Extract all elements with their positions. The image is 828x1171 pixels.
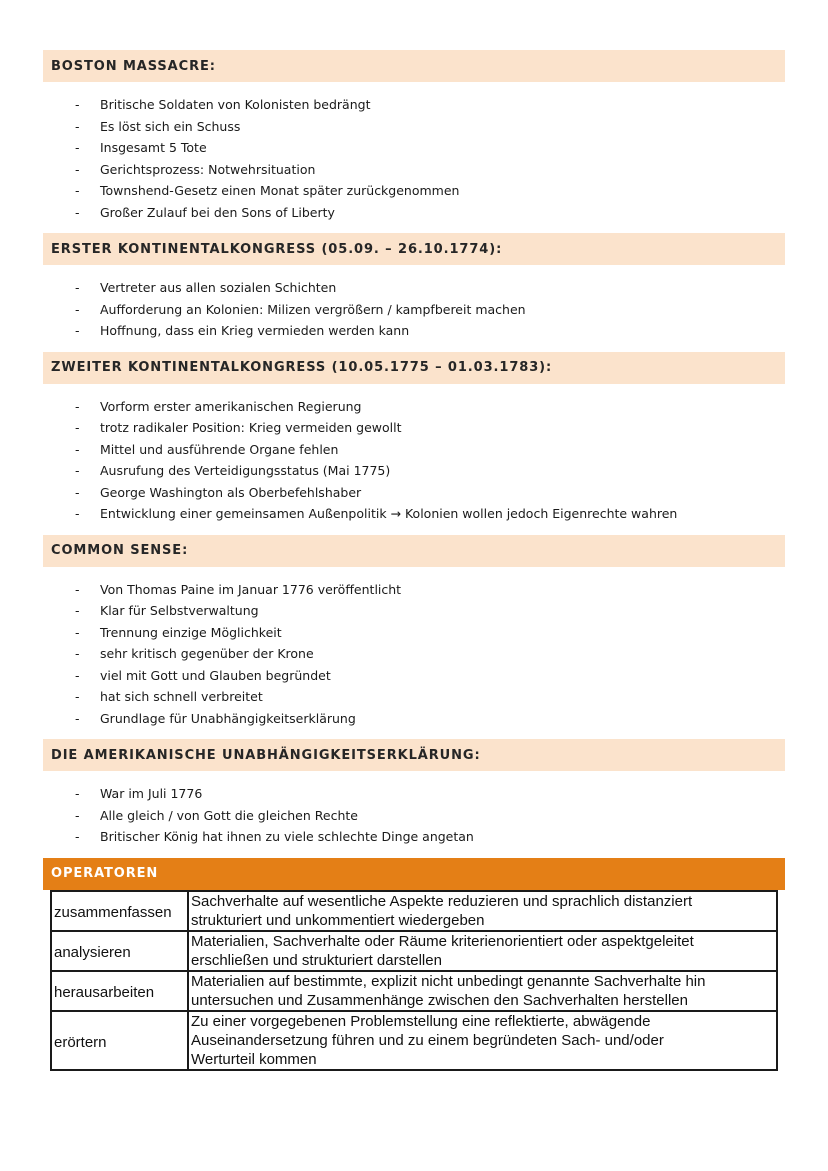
bullet-list [43, 771, 785, 858]
list-item-text: George Washington als Oberbefehlshaber [100, 484, 362, 500]
dash-bullet-icon: - [75, 280, 80, 295]
dash-bullet-icon: - [75, 463, 80, 478]
dash-bullet-icon: - [75, 710, 80, 726]
operator-description [188, 971, 777, 1011]
list-item-text: Es löst sich ein Schuss [100, 118, 241, 134]
list-item-text: Britischer König hat ihnen zu viele schlechte Dinge angetan [100, 829, 474, 844]
operator-description [188, 891, 777, 931]
list-item [43, 396, 785, 418]
section [43, 535, 785, 740]
section-heading: DIE AMERIKANISCHE UNABHÄNGIGKEITSERKLÄRUNG: [43, 739, 785, 771]
list-item [43, 686, 785, 708]
section [43, 739, 785, 858]
dash-bullet-icon: - [75, 441, 80, 457]
dash-bullet-icon: - [75, 624, 80, 640]
bullet-list [43, 567, 785, 740]
list-item-text: War im Juli 1776 [100, 786, 203, 801]
list-item-text: viel mit Gott und Glauben begründet [100, 667, 331, 683]
section [43, 50, 785, 233]
list-item-text: Insgesamt 5 Tote [100, 140, 207, 155]
dash-bullet-icon: - [75, 807, 80, 823]
section-heading: ERSTER KONTINENTALKONGRESS (05.09. – 26.10.1774): [43, 233, 785, 265]
sections-container [43, 50, 785, 858]
list-item [43, 600, 785, 622]
list-item [43, 417, 785, 439]
description-line: Materialien, Sachverhalte oder Räume kriterienorientiert oder aspektgeleitet [191, 932, 694, 950]
list-item-text: Vertreter aus allen sozialen Schichten [100, 280, 337, 295]
section [43, 233, 785, 352]
list-item-text: Grundlage für Unabhängigkeitserklärung [100, 710, 356, 726]
list-item [43, 783, 785, 805]
list-item [43, 116, 785, 138]
list-item [43, 137, 785, 159]
list-item-text: Aufforderung an Kolonien: Milizen vergrößern / kampfbereit machen [100, 301, 526, 317]
list-item [43, 94, 785, 116]
operator-description [188, 931, 777, 971]
list-item-text: Ausrufung des Verteidigungsstatus (Mai 1775) [100, 463, 391, 478]
list-item-text: Klar für Selbstverwaltung [100, 603, 259, 618]
list-item [43, 159, 785, 181]
list-item [43, 277, 785, 299]
table-row [51, 1011, 777, 1070]
list-item [43, 299, 785, 321]
dash-bullet-icon: - [75, 667, 80, 683]
bullet-list [43, 265, 785, 352]
description-line: Materialien auf bestimmte, explizit nicht unbedingt genannte Sachverhalte hin [191, 972, 706, 990]
dash-bullet-icon: - [75, 603, 80, 618]
description-line: Auseinandersetzung führen und zu einem begründeten Sach- und/oder [191, 1031, 664, 1049]
dash-bullet-icon: - [75, 646, 80, 661]
description-line: Werturteil kommen [191, 1050, 317, 1068]
list-item-text: Von Thomas Paine im Januar 1776 veröffentlicht [100, 581, 402, 597]
operator-term: zusammenfassen [51, 891, 188, 931]
dash-bullet-icon: - [75, 140, 80, 155]
section-heading: COMMON SENSE: [43, 535, 785, 567]
description-line: Zu einer vorgegebenen Problemstellung eine reflektierte, abwägende [191, 1012, 651, 1030]
list-item [43, 460, 785, 482]
section [43, 352, 785, 535]
operators-section [43, 858, 785, 1071]
dash-bullet-icon: - [75, 829, 80, 844]
list-item [43, 708, 785, 730]
bullet-list [43, 384, 785, 535]
list-item-text: Gerichtsprozess: Notwehrsituation [100, 161, 316, 177]
list-item-text: hat sich schnell verbreitet [100, 689, 263, 704]
list-item [43, 439, 785, 461]
dash-bullet-icon: - [75, 420, 80, 435]
operator-term: analysieren [51, 931, 188, 971]
description-line: strukturiert und unkommentiert wiedergeben [191, 911, 485, 929]
list-item [43, 202, 785, 224]
list-item [43, 503, 785, 525]
list-item [43, 643, 785, 665]
table-row [51, 891, 777, 931]
dash-bullet-icon: - [75, 118, 80, 134]
list-item-text: Vorform erster amerikanischen Regierung [100, 398, 362, 414]
operator-term: herausarbeiten [51, 971, 188, 1011]
section-heading: ZWEITER KONTINENTALKONGRESS (10.05.1775 – 01.03.1783): [43, 352, 785, 384]
dash-bullet-icon: - [75, 506, 80, 521]
list-item [43, 622, 785, 644]
operator-term: erörtern [51, 1011, 188, 1070]
dash-bullet-icon: - [75, 689, 80, 704]
list-item-text: Townshend-Gesetz einen Monat später zurückgenommen [100, 183, 460, 198]
list-item [43, 805, 785, 827]
dash-bullet-icon: - [75, 183, 80, 198]
list-item-text: Alle gleich / von Gott die gleichen Rechte [100, 807, 358, 823]
dash-bullet-icon: - [75, 484, 80, 500]
list-item [43, 482, 785, 504]
list-item [43, 665, 785, 687]
list-item-text: Britische Soldaten von Kolonisten bedrängt [100, 97, 371, 112]
list-item [43, 826, 785, 848]
list-item-text: Hoffnung, dass ein Krieg vermieden werden kann [100, 323, 410, 338]
dash-bullet-icon: - [75, 323, 80, 338]
operators-header: OPERATOREN [43, 858, 785, 890]
dash-bullet-icon: - [75, 786, 80, 801]
list-item [43, 579, 785, 601]
description-line: untersuchen und Zusammenhänge zwischen den Sachverhalten herstellen [191, 991, 688, 1009]
operators-table [50, 890, 778, 1071]
description-line: erschließen und strukturiert darstellen [191, 951, 442, 969]
document-page [43, 50, 785, 1071]
table-row [51, 971, 777, 1011]
dash-bullet-icon: - [75, 161, 80, 177]
description-line: Sachverhalte auf wesentliche Aspekte reduzieren und sprachlich distanziert [191, 892, 693, 910]
dash-bullet-icon: - [75, 204, 80, 220]
list-item-text: Trennung einzige Möglichkeit [100, 624, 282, 640]
table-row [51, 931, 777, 971]
list-item [43, 180, 785, 202]
list-item-text: sehr kritisch gegenüber der Krone [100, 646, 314, 661]
list-item-text: Entwicklung einer gemeinsamen Außenpolitik → Kolonien wollen jedoch Eigenrechte wahren [100, 506, 678, 521]
dash-bullet-icon: - [75, 301, 80, 317]
dash-bullet-icon: - [75, 398, 80, 414]
bullet-list [43, 82, 785, 233]
dash-bullet-icon: - [75, 97, 80, 112]
list-item-text: trotz radikaler Position: Krieg vermeiden gewollt [100, 420, 402, 435]
operator-description [188, 1011, 777, 1070]
list-item-text: Mittel und ausführende Organe fehlen [100, 441, 339, 457]
dash-bullet-icon: - [75, 581, 80, 597]
list-item [43, 320, 785, 342]
section-heading: BOSTON MASSACRE: [43, 50, 785, 82]
list-item-text: Großer Zulauf bei den Sons of Liberty [100, 204, 335, 220]
